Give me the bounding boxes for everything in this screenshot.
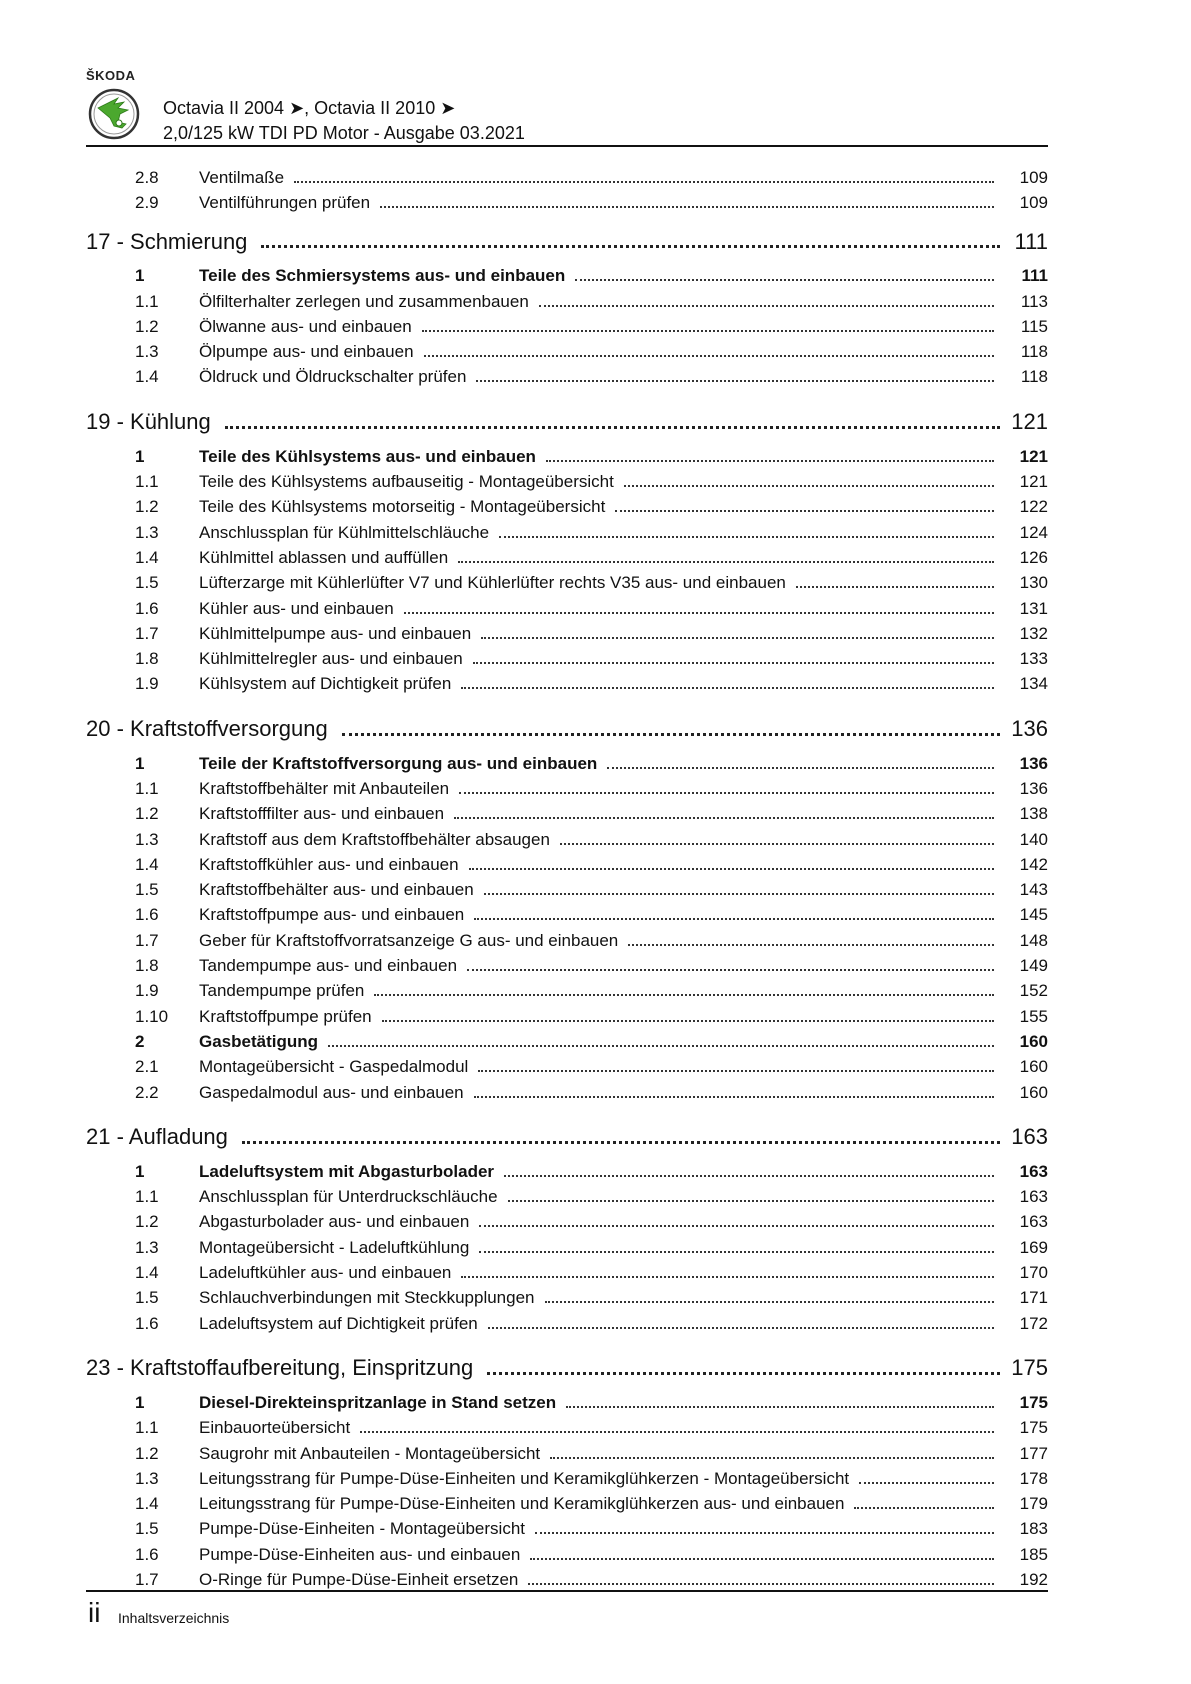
toc-entry-page: 155 bbox=[1019, 1006, 1048, 1026]
toc-entry[interactable] bbox=[86, 878, 1048, 903]
toc-entry[interactable] bbox=[86, 520, 1048, 545]
skoda-logo-icon bbox=[88, 88, 140, 140]
dot-leader bbox=[607, 767, 994, 769]
toc-entry[interactable] bbox=[86, 1311, 1048, 1336]
toc-entry-page: 143 bbox=[1019, 880, 1048, 900]
chapter-spacer bbox=[86, 1105, 1048, 1111]
footer-page-number: ii bbox=[88, 1597, 101, 1628]
toc-entry-title: Ventilführungen prüfen bbox=[199, 193, 380, 213]
toc-entry-number: 1.4 bbox=[135, 367, 159, 387]
dot-leader bbox=[504, 1175, 994, 1177]
toc-chapter-heading[interactable] bbox=[86, 220, 1048, 264]
toc-entry-title: Ventilmaße bbox=[199, 168, 294, 188]
toc-entry-title: Kraftstoffkühler aus- und einbauen bbox=[199, 855, 469, 875]
toc-entry-number: 1.2 bbox=[135, 316, 159, 336]
toc-entry-number: 1.1 bbox=[135, 472, 159, 492]
toc-entry-title: Kraftstoffbehälter aus- und einbauen bbox=[199, 880, 484, 900]
toc-entry-page: 175 bbox=[1019, 1392, 1048, 1412]
toc-entry[interactable] bbox=[86, 1491, 1048, 1516]
toc-entry-title: Leitungsstrang für Pumpe-Düse-Einheiten und Keramikglühkerzen - Montageübersicht bbox=[199, 1469, 859, 1489]
toc-entry-title: Leitungsstrang für Pumpe-Düse-Einheiten und Keramikglühkerzen aus- und einbauen bbox=[199, 1494, 854, 1514]
dot-leader bbox=[530, 1558, 994, 1560]
toc-entry[interactable] bbox=[86, 776, 1048, 801]
dot-leader bbox=[225, 426, 1000, 429]
toc-entry-title: Geber für Kraftstoffvorratsanzeige G aus- und einbauen bbox=[199, 931, 628, 951]
toc-entry-number: 1.1 bbox=[135, 1418, 159, 1438]
toc-entry[interactable] bbox=[86, 495, 1048, 520]
toc-entry-number: 1 bbox=[135, 753, 145, 773]
dot-leader bbox=[382, 1020, 994, 1022]
toc-entry[interactable] bbox=[86, 1080, 1048, 1105]
toc-entry-title: Kühler aus- und einbauen bbox=[199, 599, 404, 619]
toc-entry-page: 115 bbox=[1020, 316, 1048, 336]
toc-entry-number: 2.2 bbox=[135, 1082, 159, 1102]
toc-entry-title: Kühlsystem auf Dichtigkeit prüfen bbox=[199, 674, 461, 694]
toc-entry-number: 1.7 bbox=[135, 623, 159, 643]
dot-leader bbox=[539, 305, 994, 307]
toc-entry-page: 113 bbox=[1020, 291, 1048, 311]
dot-leader bbox=[473, 662, 994, 664]
toc-entry-number: 1.3 bbox=[135, 1237, 159, 1257]
toc-entry-page: 177 bbox=[1019, 1443, 1048, 1463]
toc-entry[interactable] bbox=[86, 1567, 1048, 1592]
toc-entry-number: 1.10 bbox=[135, 1006, 169, 1026]
toc-entry[interactable] bbox=[86, 571, 1048, 596]
toc-entry-page: 163 bbox=[1019, 1212, 1048, 1232]
toc-entry[interactable] bbox=[86, 339, 1048, 364]
dot-leader bbox=[261, 245, 1000, 248]
toc-entry-title: Teile des Schmiersystems aus- und einbauen bbox=[199, 266, 575, 286]
toc-chapter-page: 136 bbox=[1011, 716, 1048, 742]
toc-entry[interactable] bbox=[86, 1542, 1048, 1567]
toc-entry-title: Ölfilterhalter zerlegen und zusammenbauen bbox=[199, 292, 539, 312]
toc-entry-page: 136 bbox=[1019, 778, 1048, 798]
dot-leader bbox=[474, 1096, 994, 1098]
toc-entry-page: 178 bbox=[1019, 1468, 1048, 1488]
dot-leader bbox=[508, 1200, 994, 1202]
toc-entry-page: 109 bbox=[1019, 167, 1048, 187]
toc-chapter-heading[interactable] bbox=[86, 707, 1048, 751]
toc-entry-page: 152 bbox=[1019, 981, 1048, 1001]
toc-entry[interactable] bbox=[86, 365, 1048, 390]
toc-entry-page: 169 bbox=[1019, 1237, 1048, 1257]
toc-entry-number: 1.1 bbox=[135, 1187, 159, 1207]
dot-leader bbox=[328, 1045, 994, 1047]
toc-entry-title: Teile der Kraftstoffversorgung aus- und einbauen bbox=[199, 754, 607, 774]
toc-entry-number: 1.3 bbox=[135, 342, 159, 362]
toc-entry-page: 185 bbox=[1019, 1544, 1048, 1564]
toc-entry-title: Teile des Kühlsystems motorseitig - Montageübersicht bbox=[199, 497, 615, 517]
toc-entry[interactable] bbox=[86, 1004, 1048, 1029]
dot-leader bbox=[294, 181, 994, 183]
dot-leader bbox=[479, 1225, 994, 1227]
toc-entry[interactable] bbox=[86, 545, 1048, 570]
toc-entry-page: 136 bbox=[1019, 753, 1048, 773]
toc-entry-number: 1.7 bbox=[135, 930, 159, 950]
toc-entry-title: Pumpe-Düse-Einheiten aus- und einbauen bbox=[199, 1545, 530, 1565]
toc-entry-page: 121 bbox=[1019, 472, 1048, 492]
toc-entry-title: Ladeluftkühler aus- und einbauen bbox=[199, 1263, 461, 1283]
toc-entry-page: 142 bbox=[1019, 854, 1048, 874]
dot-leader bbox=[566, 1406, 994, 1408]
toc-entry-page: 131 bbox=[1019, 598, 1048, 618]
dot-leader bbox=[528, 1583, 994, 1585]
toc-entry-number: 1.1 bbox=[135, 778, 159, 798]
toc-entry-number: 1.6 bbox=[135, 905, 159, 925]
toc-entry[interactable] bbox=[86, 314, 1048, 339]
toc-entry-number: 2.8 bbox=[135, 167, 159, 187]
dot-leader bbox=[624, 485, 994, 487]
dot-leader bbox=[550, 1457, 994, 1459]
toc-entry-title: Kraftstoffpumpe aus- und einbauen bbox=[199, 905, 474, 925]
toc-entry-page: 170 bbox=[1019, 1263, 1048, 1283]
toc-entry-title: Lüfterzarge mit Kühlerlüfter V7 und Kühlerlüfter rechts V35 aus- und einbauen bbox=[199, 573, 796, 593]
dot-leader bbox=[487, 1372, 1000, 1375]
chapter-spacer bbox=[86, 697, 1048, 703]
dot-leader bbox=[545, 1301, 994, 1303]
toc-entry-page: 133 bbox=[1019, 649, 1048, 669]
toc-section-entry[interactable] bbox=[86, 1159, 1048, 1184]
toc-entry-page: 192 bbox=[1019, 1570, 1048, 1589]
toc-entry[interactable] bbox=[86, 1055, 1048, 1080]
toc-entry[interactable] bbox=[86, 190, 1048, 215]
dot-leader bbox=[560, 843, 994, 845]
toc-entry-number: 1.3 bbox=[135, 829, 159, 849]
toc-entry-number: 1.6 bbox=[135, 1313, 159, 1333]
toc-entry-title: Diesel-Direkteinspritzanlage in Stand setzen bbox=[199, 1393, 566, 1413]
toc-entry-title: Montageübersicht - Gaspedalmodul bbox=[199, 1057, 478, 1077]
toc-entry[interactable] bbox=[86, 903, 1048, 928]
toc-entry-number: 1.3 bbox=[135, 522, 159, 542]
toc-chapter-title: 23 - Kraftstoffaufbereitung, Einspritzung bbox=[86, 1355, 474, 1381]
toc-entry-page: 160 bbox=[1019, 1057, 1048, 1077]
toc-entry-number: 2 bbox=[135, 1031, 145, 1051]
toc-entry-title: Ladeluftsystem auf Dichtigkeit prüfen bbox=[199, 1314, 488, 1334]
toc-entry[interactable] bbox=[86, 979, 1048, 1004]
toc-entry-page: 118 bbox=[1020, 367, 1048, 387]
toc-entry-number: 1.8 bbox=[135, 649, 159, 669]
toc-entry-number: 1 bbox=[135, 1392, 145, 1412]
dot-leader bbox=[479, 1251, 994, 1253]
dot-leader bbox=[469, 868, 994, 870]
toc-entry[interactable] bbox=[86, 289, 1048, 314]
toc-entry[interactable] bbox=[86, 928, 1048, 953]
dot-leader bbox=[484, 893, 994, 895]
toc-entry[interactable] bbox=[86, 1235, 1048, 1260]
toc-entry-page: 163 bbox=[1019, 1187, 1048, 1207]
toc-entry-title: Ölpumpe aus- und einbauen bbox=[199, 342, 424, 362]
page-header bbox=[86, 68, 1048, 146]
toc-entry-number: 1.7 bbox=[135, 1570, 159, 1589]
toc-entry-title: Gasbetätigung bbox=[199, 1032, 328, 1052]
dot-leader bbox=[424, 355, 994, 357]
toc-entry-page: 124 bbox=[1019, 522, 1048, 542]
toc-section-entry[interactable] bbox=[86, 751, 1048, 776]
dot-leader bbox=[467, 969, 994, 971]
toc-entry-title: Saugrohr mit Anbauteilen - Montageübersicht bbox=[199, 1444, 550, 1464]
toc-entry-number: 1 bbox=[135, 1161, 145, 1181]
toc-entry-title: Anschlussplan für Kühlmittelschläuche bbox=[199, 523, 499, 543]
toc-entry-number: 1.4 bbox=[135, 547, 159, 567]
toc-entry-title: Gaspedalmodul aus- und einbauen bbox=[199, 1083, 474, 1103]
toc-entry-title: Öldruck und Öldruckschalter prüfen bbox=[199, 367, 476, 387]
toc-entry-number: 1.4 bbox=[135, 1263, 159, 1283]
toc-entry-number: 1 bbox=[135, 266, 145, 286]
toc-entry-number: 1.2 bbox=[135, 497, 159, 517]
toc-entry[interactable] bbox=[86, 1260, 1048, 1285]
toc-entry[interactable] bbox=[86, 1185, 1048, 1210]
toc-entry-number: 2.1 bbox=[135, 1057, 159, 1077]
toc-chapter-heading[interactable] bbox=[86, 1346, 1048, 1390]
dot-leader bbox=[459, 792, 994, 794]
toc-entry-page: 138 bbox=[1019, 804, 1048, 824]
toc-chapter-heading[interactable] bbox=[86, 1115, 1048, 1159]
toc-entry[interactable] bbox=[86, 1286, 1048, 1311]
dot-leader bbox=[535, 1532, 994, 1534]
toc-entry-page: 175 bbox=[1019, 1418, 1048, 1438]
dot-leader bbox=[461, 687, 994, 689]
toc-entry-number: 1.5 bbox=[135, 1519, 159, 1539]
toc-entry[interactable] bbox=[86, 621, 1048, 646]
dot-leader bbox=[242, 1141, 1000, 1144]
toc-entry[interactable] bbox=[86, 852, 1048, 877]
toc-entry-number: 1.9 bbox=[135, 981, 159, 1001]
toc-entry-page: 122 bbox=[1019, 497, 1048, 517]
toc-entry-number: 1.2 bbox=[135, 1212, 159, 1232]
toc-entry-number: 1.1 bbox=[135, 291, 159, 311]
toc-entry-title: Tandempumpe prüfen bbox=[199, 981, 374, 1001]
toc-entry-number: 1.2 bbox=[135, 1443, 159, 1463]
toc-entry-number: 1.4 bbox=[135, 854, 159, 874]
toc-entry-title: Kühlmittelpumpe aus- und einbauen bbox=[199, 624, 481, 644]
dot-leader bbox=[615, 510, 994, 512]
toc-entry[interactable] bbox=[86, 469, 1048, 494]
toc-entry-number: 1.5 bbox=[135, 573, 159, 593]
toc-chapter-page: 121 bbox=[1011, 409, 1048, 435]
toc-entry-title: Pumpe-Düse-Einheiten - Montageübersicht bbox=[199, 1519, 535, 1539]
dot-leader bbox=[546, 460, 994, 462]
dot-leader bbox=[488, 1327, 994, 1329]
dot-leader bbox=[374, 994, 994, 996]
header-divider bbox=[86, 145, 1048, 147]
toc-entry-page: 145 bbox=[1019, 905, 1048, 925]
toc-entry-number: 1.9 bbox=[135, 674, 159, 694]
dot-leader bbox=[859, 1482, 994, 1484]
toc-entry[interactable] bbox=[86, 827, 1048, 852]
dot-leader bbox=[422, 330, 994, 332]
dot-leader bbox=[458, 561, 994, 563]
toc-entry[interactable] bbox=[86, 1441, 1048, 1466]
toc-chapter-title: 20 - Kraftstoffversorgung bbox=[86, 716, 328, 742]
toc-entry-page: 118 bbox=[1020, 342, 1048, 362]
chapter-spacer bbox=[86, 390, 1048, 396]
toc-entry-page: 179 bbox=[1019, 1494, 1048, 1514]
toc-entry-page: 111 bbox=[1021, 266, 1048, 286]
toc-entry-title: Kraftstoffpumpe prüfen bbox=[199, 1007, 382, 1027]
toc-chapter-page: 111 bbox=[1014, 228, 1048, 254]
toc-entry-title: Kraftstoffbehälter mit Anbauteilen bbox=[199, 779, 459, 799]
toc-entry[interactable] bbox=[86, 646, 1048, 671]
toc-entry-title: Einbauorteübersicht bbox=[199, 1418, 360, 1438]
dot-leader bbox=[499, 536, 994, 538]
toc-entry[interactable] bbox=[86, 1416, 1048, 1441]
footer-section-label: Inhaltsverzeichnis bbox=[118, 1610, 230, 1626]
toc-entry-title: Kühlmittelregler aus- und einbauen bbox=[199, 649, 473, 669]
toc-entry-number: 1.4 bbox=[135, 1494, 159, 1514]
brand-wordmark: ŠKODA bbox=[86, 68, 136, 83]
toc-chapter-page: 163 bbox=[1011, 1124, 1048, 1150]
toc-entry-page: 171 bbox=[1019, 1288, 1048, 1308]
toc-entry-title: O-Ringe für Pumpe-Düse-Einheit ersetzen bbox=[199, 1570, 528, 1590]
toc-entry-page: 126 bbox=[1019, 547, 1048, 567]
dot-leader bbox=[575, 279, 994, 281]
dot-leader bbox=[854, 1507, 994, 1509]
dot-leader bbox=[628, 944, 994, 946]
chapter-spacer bbox=[86, 1336, 1048, 1342]
toc-entry-page: 160 bbox=[1019, 1031, 1048, 1051]
dot-leader bbox=[404, 612, 994, 614]
toc-entry[interactable] bbox=[86, 672, 1048, 697]
toc-entry[interactable] bbox=[86, 802, 1048, 827]
dot-leader bbox=[476, 380, 994, 382]
toc-entry-page: 121 bbox=[1019, 446, 1048, 466]
dot-leader bbox=[474, 918, 994, 920]
toc-entry-number: 2.9 bbox=[135, 192, 159, 212]
toc-entry-title: Schlauchverbindungen mit Steckkupplungen bbox=[199, 1288, 545, 1308]
toc-section-entry[interactable] bbox=[86, 264, 1048, 289]
toc-entry-number: 1.6 bbox=[135, 598, 159, 618]
dot-leader bbox=[380, 206, 994, 208]
toc-entry-title: Teile des Kühlsystems aus- und einbauen bbox=[199, 447, 546, 467]
document-title-line-1: Octavia II 2004 ➤, Octavia II 2010 ➤ bbox=[163, 98, 456, 118]
table-of-contents bbox=[86, 165, 1048, 1599]
toc-entry-title: Anschlussplan für Unterdruckschläuche bbox=[199, 1187, 508, 1207]
toc-entry-page: 109 bbox=[1019, 192, 1048, 212]
toc-section-entry[interactable] bbox=[86, 444, 1048, 469]
toc-entry-number: 1 bbox=[135, 446, 145, 466]
toc-entry-number: 1.5 bbox=[135, 880, 159, 900]
toc-entry-page: 163 bbox=[1019, 1161, 1048, 1181]
toc-entry-title: Abgasturbolader aus- und einbauen bbox=[199, 1212, 479, 1232]
toc-entry-title: Ladeluftsystem mit Abgasturbolader bbox=[199, 1162, 504, 1182]
toc-entry[interactable] bbox=[86, 596, 1048, 621]
toc-entry-page: 172 bbox=[1019, 1313, 1048, 1333]
toc-entry-title: Kraftstoff aus dem Kraftstoffbehälter absaugen bbox=[199, 830, 560, 850]
toc-entry-title: Montageübersicht - Ladeluftkühlung bbox=[199, 1238, 479, 1258]
toc-section-entry[interactable] bbox=[86, 1029, 1048, 1054]
toc-entry[interactable] bbox=[86, 165, 1048, 190]
toc-chapter-title: 19 - Kühlung bbox=[86, 409, 211, 435]
toc-entry-number: 1.5 bbox=[135, 1288, 159, 1308]
toc-chapter-heading[interactable] bbox=[86, 400, 1048, 444]
toc-chapter-title: 21 - Aufladung bbox=[86, 1124, 228, 1150]
toc-entry[interactable] bbox=[86, 1517, 1048, 1542]
toc-entry-title: Ölwanne aus- und einbauen bbox=[199, 317, 422, 337]
dot-leader bbox=[360, 1431, 994, 1433]
toc-entry-number: 1.3 bbox=[135, 1468, 159, 1488]
toc-entry[interactable] bbox=[86, 953, 1048, 978]
toc-entry-page: 140 bbox=[1019, 829, 1048, 849]
toc-entry-page: 134 bbox=[1019, 674, 1048, 694]
toc-entry-number: 1.8 bbox=[135, 956, 159, 976]
toc-entry-page: 130 bbox=[1019, 573, 1048, 593]
toc-entry-title: Tandempumpe aus- und einbauen bbox=[199, 956, 467, 976]
toc-section-entry[interactable] bbox=[86, 1390, 1048, 1415]
document-title-line-2: 2,0/125 kW TDI PD Motor - Ausgabe 03.2021 bbox=[163, 123, 525, 143]
dot-leader bbox=[461, 1276, 994, 1278]
toc-entry-page: 149 bbox=[1019, 956, 1048, 976]
toc-chapter-title: 17 - Schmierung bbox=[86, 228, 248, 254]
toc-entry-title: Kraftstofffilter aus- und einbauen bbox=[199, 804, 454, 824]
toc-entry-number: 1.6 bbox=[135, 1544, 159, 1564]
dot-leader bbox=[481, 637, 994, 639]
dot-leader bbox=[342, 733, 1000, 736]
chapter-spacer bbox=[86, 1593, 1048, 1599]
toc-entry[interactable] bbox=[86, 1466, 1048, 1491]
footer-divider bbox=[86, 1590, 1048, 1592]
toc-entry-page: 183 bbox=[1019, 1519, 1048, 1539]
toc-entry[interactable] bbox=[86, 1210, 1048, 1235]
dot-leader bbox=[454, 817, 994, 819]
toc-entry-title: Kühlmittel ablassen und auffüllen bbox=[199, 548, 458, 568]
dot-leader bbox=[478, 1070, 994, 1072]
toc-entry-page: 160 bbox=[1019, 1082, 1048, 1102]
toc-entry-number: 1.2 bbox=[135, 804, 159, 824]
dot-leader bbox=[796, 586, 994, 588]
toc-entry-page: 132 bbox=[1019, 623, 1048, 643]
toc-entry-title: Teile des Kühlsystems aufbauseitig - Montageübersicht bbox=[199, 472, 624, 492]
toc-entry-page: 148 bbox=[1019, 930, 1048, 950]
toc-chapter-page: 175 bbox=[1011, 1355, 1048, 1381]
